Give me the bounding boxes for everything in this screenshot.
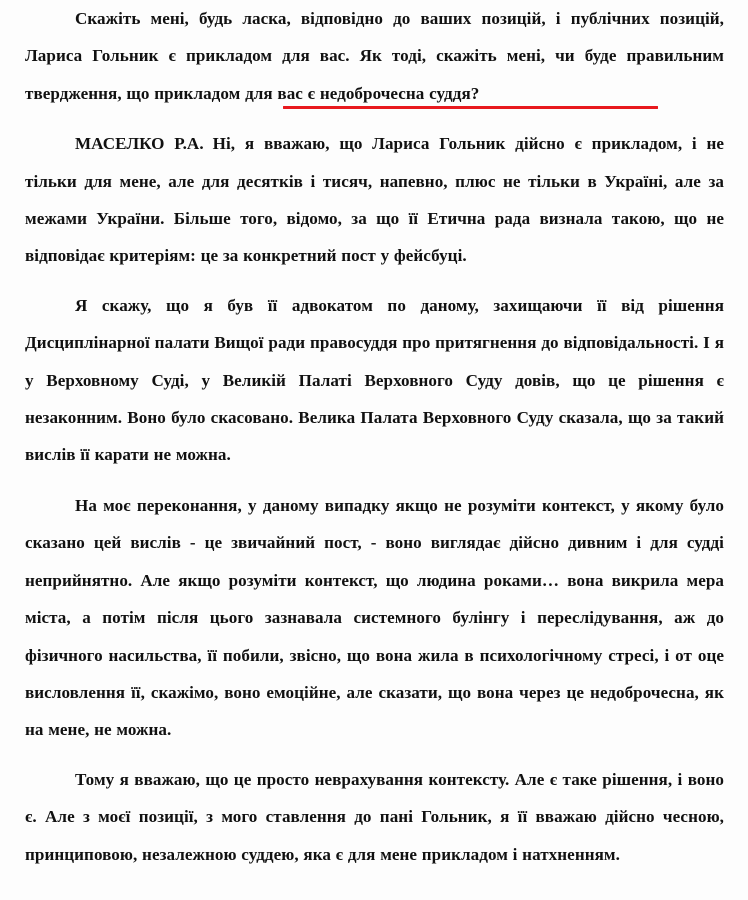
paragraph-question: Скажіть мені, будь ласка, відповідно до ваших позицій, і публічних позицій, Лариса Гольник є прикладом для вас. Як тоді, скажіть мені, чи буде правильним твердження, що прикладом для вас є недоброчесна суддя?: [25, 9, 724, 103]
paragraph-answer-text: Ні, я вважаю, що Лариса Гольник дійсно є прикладом, і не тільки для мене, але для десятків і тисяч, напевно, плюс не тільки в Україні, але за межами України. Більше того, відомо, за що її Етична рада визнала такою, що не відповідає критеріям: це за конкретний пост у фейсбуці.: [25, 134, 724, 266]
paragraph-answer-context: На моє переконання, у даному випадку якщо не розуміти контекст, у якому було сказано цей вислів - це звичайний пост, - воно виглядає дійсно дивним і для судді неприйнятно. Але якщо розуміти контекст, що людина роками… вона викрила мера міста, а потім після цього зазнавала системного булінгу і переслідування, аж до фізичного насильства, її побили, звісно, що вона жила в психологічному стресі, і от оце висловлення її, скажімо, воно емоційне, але сказати, що вона через це недоброчесна, як на мене, не можна.: [25, 495, 724, 740]
speaker-label: МАСЕЛКО Р.А.: [75, 134, 204, 154]
paragraph-answer-court: Я скажу, що я був її адвокатом по даному, захищаючи її від рішення Дисциплінарної палати Вищої ради правосуддя про притягнення до відповідальності. І я у Верховному Суді, у Великій Палаті Верховного Суду довів, що це рішення є незаконним. Воно було скасовано. Велика Палата Верховного Суду сказала, що за такий вислів її карати не можна.: [25, 295, 724, 465]
paragraph-answer-maselko: [25, 125, 724, 275]
document-body: [25, 0, 724, 873]
paragraph-answer-conclusion: Тому я вважаю, що це просто неврахування контексту. Але є таке рішення, і воно є. Але з моєї позиції, з мого ставлення до пані Гольник, я її вважаю дійсно чесною, принциповою, незалежною суддею, яка є для мене прикладом і натхненням.: [25, 769, 724, 864]
